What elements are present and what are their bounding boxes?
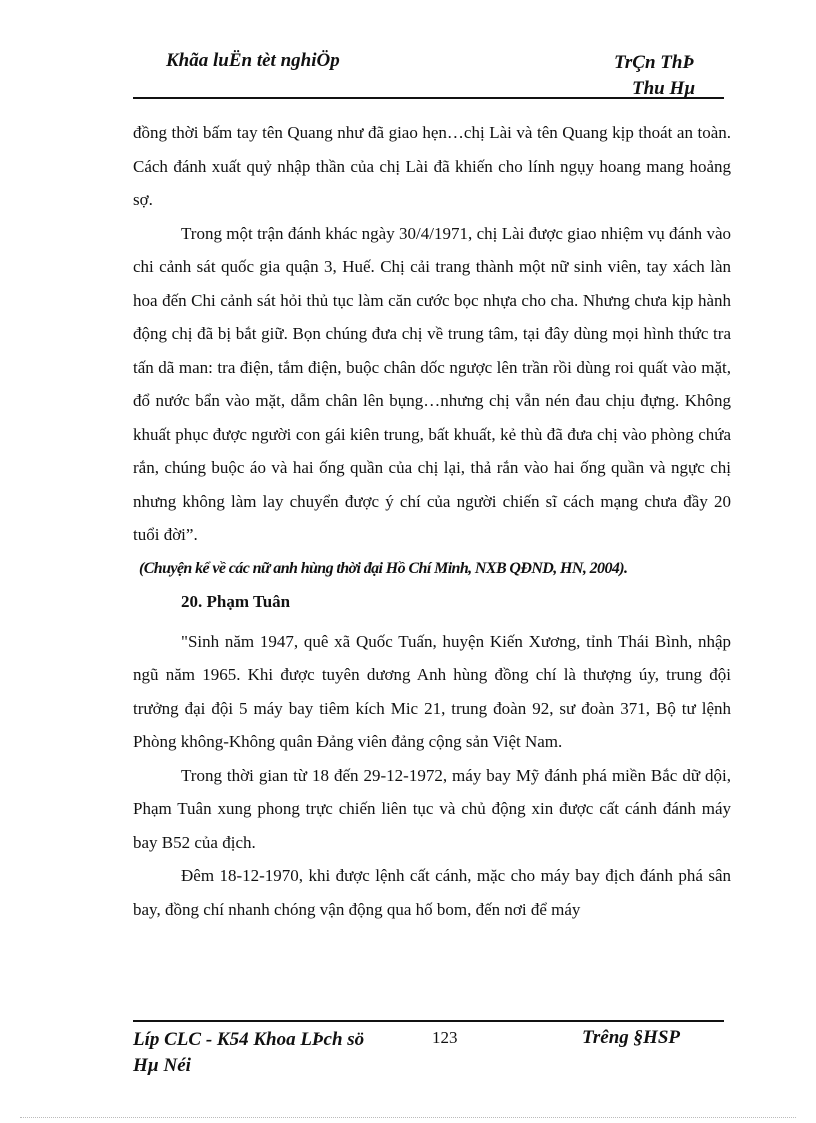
footer-class-line1: Líp CLC - K54 Khoa LÞch sö	[133, 1029, 365, 1050]
footer-class	[133, 1027, 364, 1079]
paragraph-1: đồng thời bấm tay tên Quang như đã giao hẹn…chị Lài và tên Quang kịp thoát an toàn. Cách đánh xuất quỷ nhập thần của chị Lài đã khiến cho lính ngụy hoang mang hoảng sợ.	[133, 123, 731, 209]
page-number: 123	[432, 1028, 458, 1047]
section-title: 20. Phạm Tuân	[181, 592, 291, 611]
citation: (Chuyện kể về các nữ anh hùng thời đại Hồ Chí Minh, NXB QĐND, HN, 2004).	[139, 559, 628, 577]
paragraph-5: Đêm 18-12-1970, khi được lệnh cất cánh, mặc cho máy bay địch đánh phá sân bay, đồng chí nhanh chóng vận động qua hố bom, đến nơi để máy	[133, 866, 731, 919]
footer-school: Trêng §HSP	[582, 1027, 680, 1048]
header-author-line2: Thu Hµ	[632, 78, 696, 99]
body-text	[133, 116, 731, 926]
footer-class-line2: Hµ Néi	[133, 1055, 191, 1076]
header-rule	[133, 97, 724, 99]
header-author	[614, 50, 695, 102]
footer-rule	[133, 1020, 724, 1022]
paragraph-3: "Sinh năm 1947, quê xã Quốc Tuấn, huyện Kiến Xương, tỉnh Thái Bình, nhập ngũ năm 1965. Khi được tuyên dương Anh hùng đồng chí là thượng úy, trung đội trưởng đại đội 5 máy bay tiêm kích Mic 21, trung đoàn 92, sư đoàn 371, Bộ tư lệnh Phòng không-Không quân Đảng viên đảng cộng sản Việt Nam.	[133, 631, 731, 751]
page-edge-dotted-line	[20, 1117, 796, 1118]
paragraph-2: Trong một trận đánh khác ngày 30/4/1971, chị Lài được giao nhiệm vụ đánh vào chi cảnh sát quốc gia quận 3, Huế. Chị cải trang thành một nữ sinh viên, tay xách làn hoa đến Chi cảnh sát hỏi thủ tục làm căn cước bọc nhựa cho cha. Nhưng chưa kịp hành động chị đã bị bắt giữ. Bọn chúng đưa chị về trung tâm, tại đây dùng mọi hình thức tra tấn dã man: tra điện, tắm điện, buộc chân dốc ngược lên trần rồi dùng roi quất vào mặt, đổ nước bẩn vào mặt, dẫm chân lên bụng…nhưng chị vẫn nén đau chịu đựng. Không khuất phục được người con gái kiên trung, bất khuất, kẻ thù đã đưa chị vào phòng chứa rắn, chúng buộc áo và hai ống quần của chị lại, thả rắn vào hai ống quần và ngực chị nhưng không làm lay chuyển được ý chí của người chiến sĩ cách mạng chưa đầy 20 tuổi đời”.	[133, 223, 731, 544]
header-thesis-title: Khãa luËn tèt nghiÖp	[166, 50, 340, 71]
header-author-line1: TrÇn ThÞ	[614, 52, 695, 73]
paragraph-4: Trong thời gian từ 18 đến 29-12-1972, máy bay Mỹ đánh phá miền Bắc dữ dội, Phạm Tuân xung phong trực chiến liên tục và chủ động xin được cất cánh đánh máy bay B52 của địch.	[133, 765, 731, 852]
